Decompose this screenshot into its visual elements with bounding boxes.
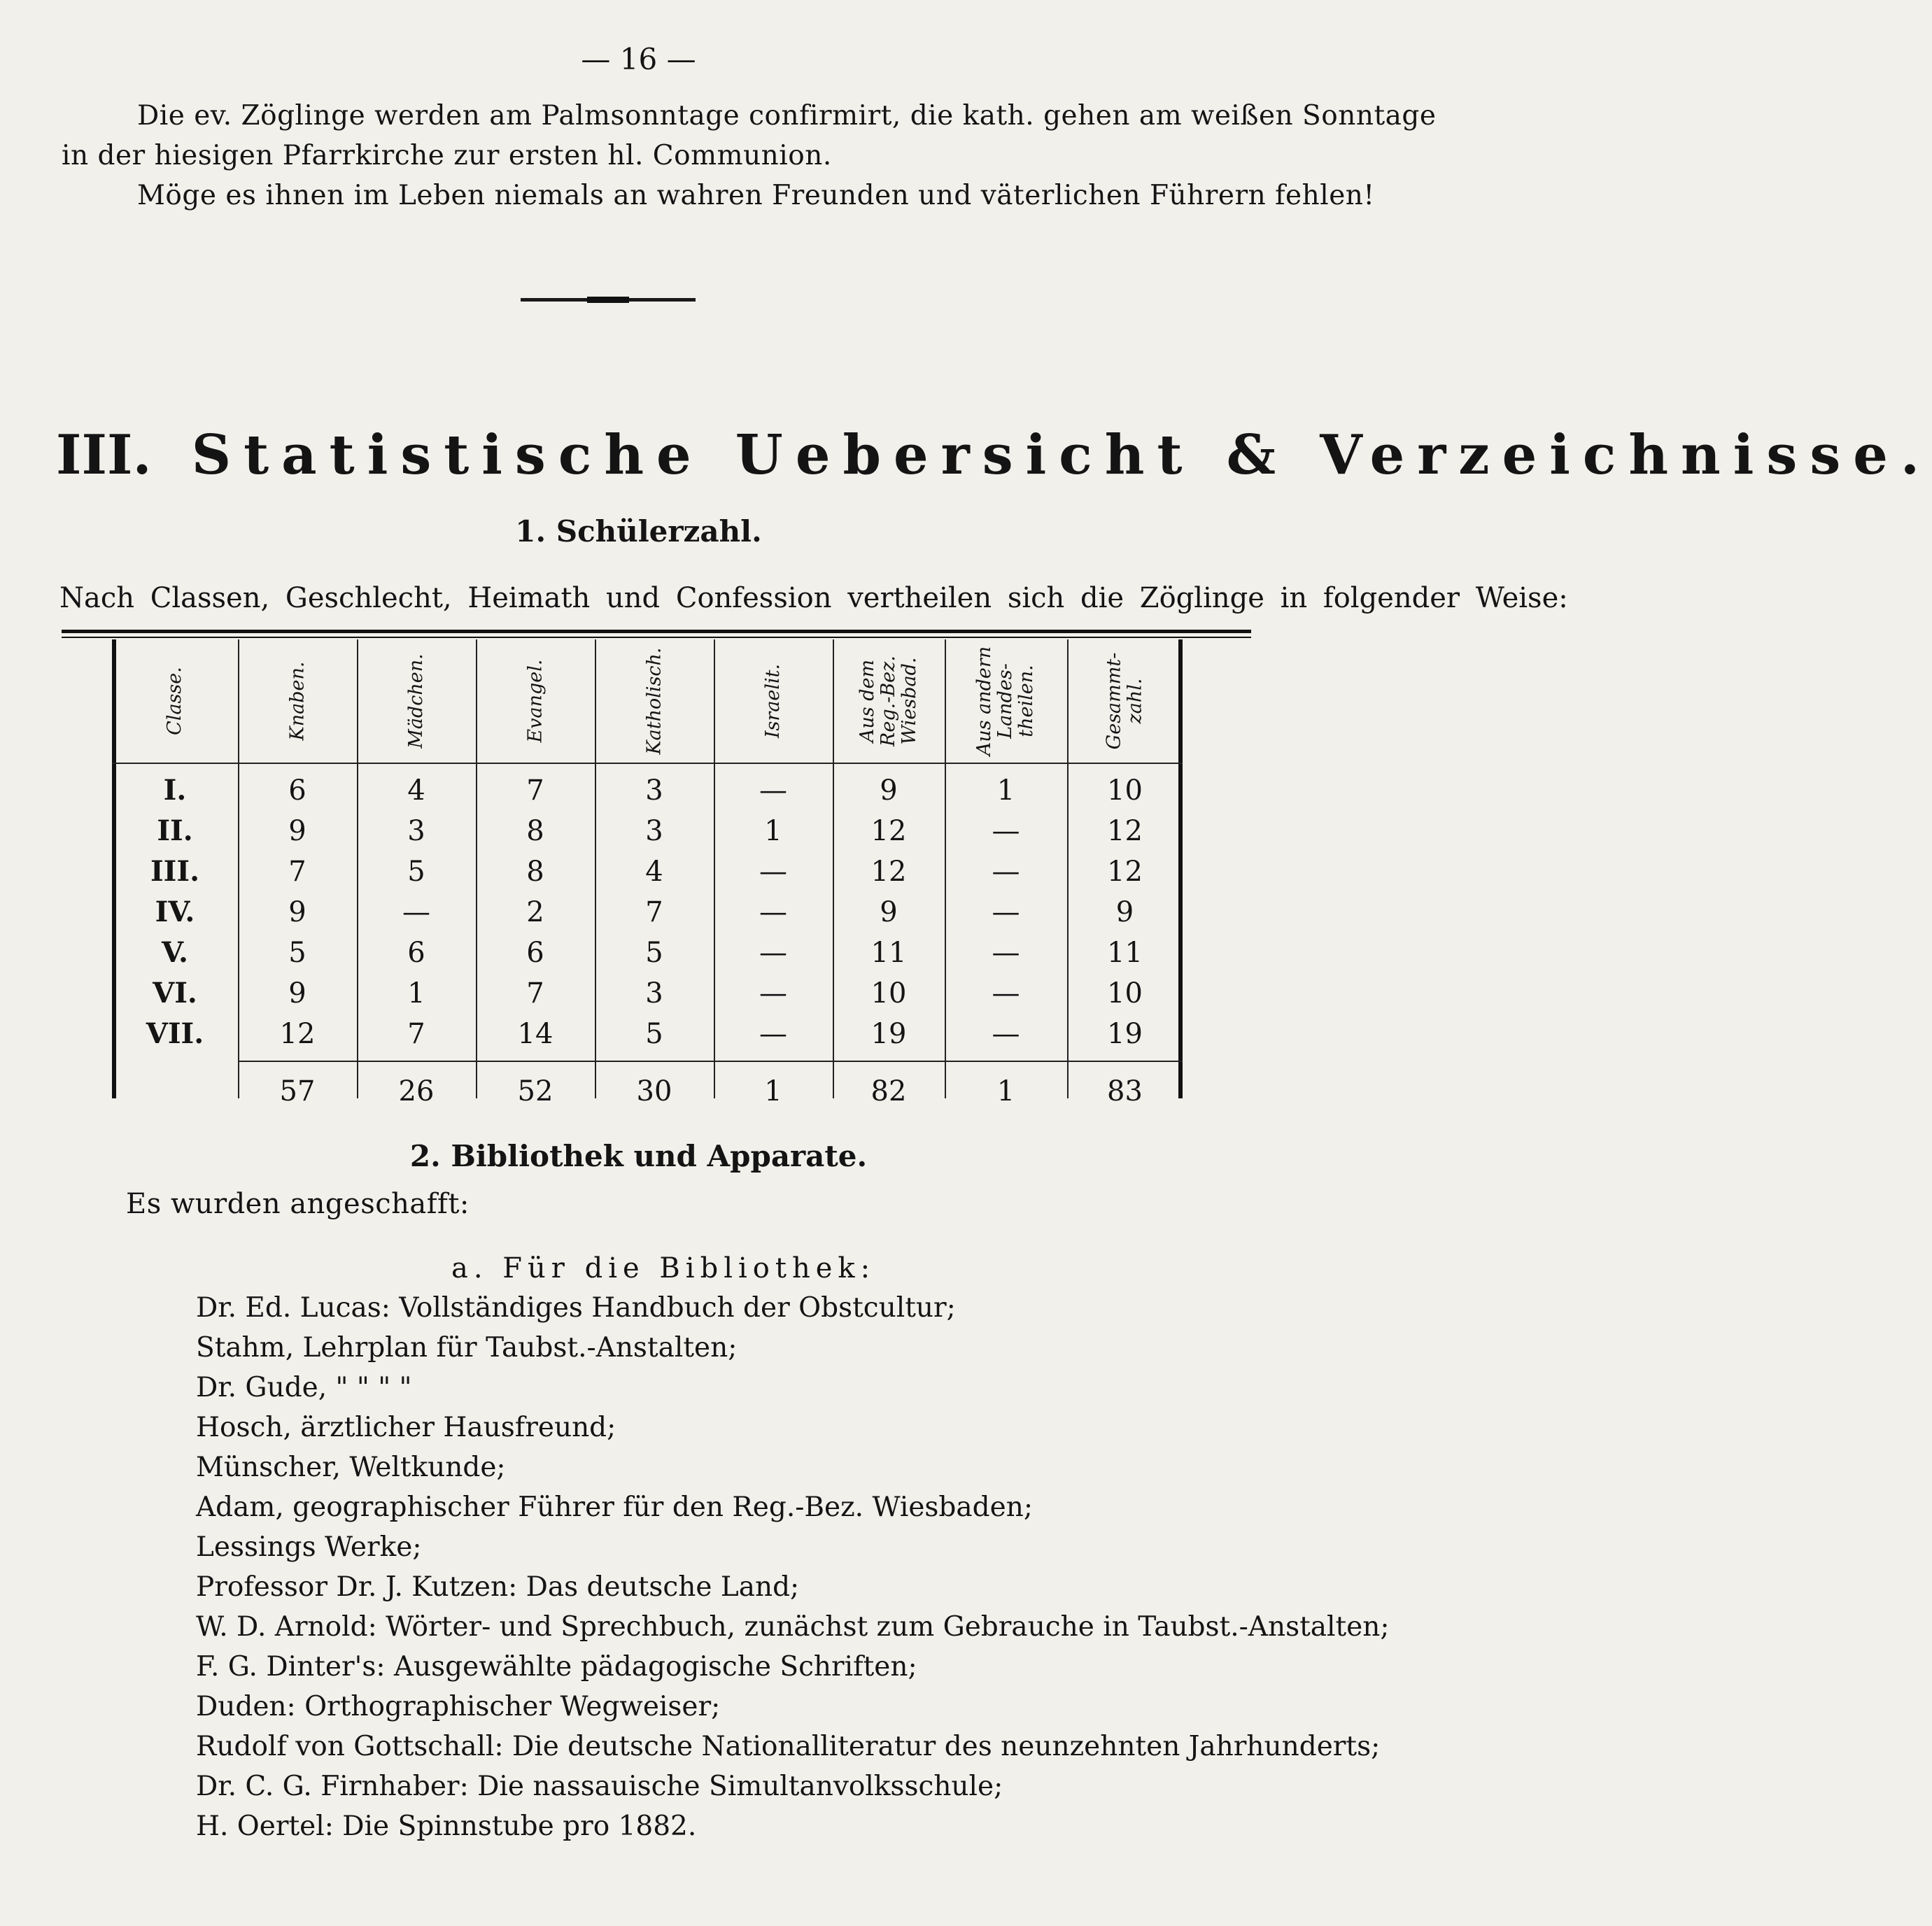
table-cell: 6	[288, 774, 306, 807]
table-class-label: III.	[150, 855, 200, 888]
table-header-label: Classe.	[163, 667, 185, 735]
table-cell: —	[402, 896, 430, 928]
table-cell: 12	[1107, 856, 1143, 888]
library-list-heading: a. Für die Bibliothek:	[451, 1252, 876, 1284]
table-cell: 5	[645, 937, 663, 969]
table-cell: 1	[764, 815, 782, 847]
library-list-item: Professor Dr. J. Kutzen: Das deutsche Land;	[196, 1571, 800, 1603]
table-header-cell	[714, 639, 833, 763]
table-header-cell	[357, 639, 476, 763]
table-header-cell	[945, 639, 1067, 763]
library-list-item: Lessings Werke;	[196, 1531, 422, 1563]
table-class-label: VII.	[146, 1017, 204, 1050]
library-list-item: H. Oertel: Die Spinnstube pro 1882.	[196, 1811, 697, 1842]
table-cell: 5	[407, 856, 425, 888]
table-total-cell: 57	[279, 1075, 316, 1107]
library-list-item: W. D. Arnold: Wörter- und Sprechbuch, zunächst zum Gebrauche in Taubst.-Anstalten;	[196, 1611, 1390, 1643]
table-cell: 3	[407, 815, 425, 847]
table-header-cell	[238, 639, 357, 763]
table-cell: —	[992, 815, 1020, 847]
table-cell: 6	[407, 937, 425, 969]
table-cell: —	[759, 896, 787, 928]
library-list-item: Rudolf von Gottschall: Die deutsche Nationalliteratur des neunzehnten Jahrhunderts;	[196, 1731, 1381, 1762]
table-cell: 7	[288, 856, 306, 888]
table-cell: 5	[288, 937, 306, 969]
library-list-item: Hosch, ärztlicher Hausfreund;	[196, 1412, 616, 1443]
library-list-item: Adam, geographischer Führer für den Reg.-Bez. Wiesbaden;	[196, 1492, 1033, 1523]
table-cell: 12	[870, 815, 907, 847]
table-cell: 7	[645, 896, 663, 928]
paragraph-2: Möge es ihnen im Leben niemals an wahren Freunden und väterlichen Führern fehlen!	[137, 180, 1375, 211]
subsection-2-intro: Es wurden angeschafft:	[126, 1188, 470, 1220]
table-cell: 7	[526, 774, 544, 807]
table-cell: 19	[1107, 1018, 1143, 1050]
page-number: — 16 —	[581, 42, 696, 76]
section-title	[56, 423, 1932, 487]
table-cell: 9	[288, 815, 306, 847]
table-cell: 8	[526, 815, 544, 847]
table-class-label: I.	[163, 774, 187, 807]
table-cell: 14	[517, 1018, 553, 1050]
table-total-cell: 83	[1107, 1075, 1143, 1107]
paragraph-1-line-2: in der hiesigen Pfarrkirche zur ersten hl. Communion.	[62, 140, 832, 171]
table-cell: —	[992, 856, 1020, 888]
table-class-label: II.	[157, 814, 193, 847]
pupil-statistics-table	[112, 639, 1183, 1107]
table-cell: —	[759, 977, 787, 1010]
table-cell: 3	[645, 774, 663, 807]
table-cell: —	[759, 774, 787, 807]
table-cell: 4	[407, 774, 425, 807]
table-class-label: V.	[162, 936, 188, 969]
table-cell: 7	[407, 1018, 425, 1050]
table-cell: 10	[1107, 977, 1143, 1010]
table-total-cell: 1	[764, 1075, 782, 1107]
table-cell: —	[992, 937, 1020, 969]
subsection-1-intro: Nach Classen, Geschlecht, Heimath und Confession vertheilen sich die Zöglinge in folgender Weise:	[59, 582, 1568, 614]
table-header-cell	[595, 639, 714, 763]
table-cell: 9	[1115, 896, 1134, 928]
table-header-label: Mädchen.	[405, 653, 427, 749]
library-list-item: Münscher, Weltkunde;	[196, 1452, 506, 1483]
library-list-item: Dr. Gude, " " " "	[196, 1372, 412, 1403]
table-total-cell: 1	[996, 1075, 1015, 1107]
table-cell: 1	[996, 774, 1015, 807]
subsection-1-heading: 1. Schülerzahl.	[515, 514, 762, 548]
table-cell: 3	[645, 815, 663, 847]
table-top-rule-thin	[62, 637, 1251, 638]
table-cell: 12	[870, 856, 907, 888]
table-cell: 6	[526, 937, 544, 969]
table-cell: —	[992, 1018, 1020, 1050]
table-cell: 11	[870, 937, 907, 969]
table-class-label: VI.	[153, 977, 197, 1010]
table-cell: 4	[645, 856, 663, 888]
table-cell: —	[992, 977, 1020, 1010]
table-cell: —	[992, 896, 1020, 928]
library-list-item: F. G. Dinter's: Ausgewählte pädagogische Schriften;	[196, 1651, 917, 1683]
table-top-rule	[62, 630, 1251, 633]
table-header-label: Katholisch.	[642, 647, 665, 755]
table-cell: 9	[288, 896, 306, 928]
table-cell: 9	[288, 977, 306, 1010]
table-cell: 2	[526, 896, 544, 928]
table-cell: 10	[1107, 774, 1143, 807]
table-header-cell	[833, 639, 945, 763]
table-cell: 7	[526, 977, 544, 1010]
library-list-item: Duden: Orthographischer Wegweiser;	[196, 1691, 721, 1722]
table-cell: 11	[1107, 937, 1143, 969]
section-number: III.	[56, 423, 152, 487]
table-cell: 9	[880, 896, 898, 928]
subsection-2-heading: 2. Bibliothek und Apparate.	[409, 1139, 868, 1173]
table-header-label: Knaben.	[286, 661, 308, 741]
table-header-cell	[476, 639, 595, 763]
table-total-cell: 30	[636, 1075, 672, 1107]
table-cell: 12	[1107, 815, 1143, 847]
table-header-label: Gesammt- zahl.	[1103, 652, 1146, 750]
ornament-rule	[521, 298, 696, 302]
table-cell: 5	[645, 1018, 663, 1050]
table-header-label: Evangel.	[524, 659, 546, 743]
table-cell: 12	[279, 1018, 316, 1050]
library-list-item: Stahm, Lehrplan für Taubst.-Anstalten;	[196, 1332, 738, 1364]
table-header-label: Israelit.	[762, 663, 784, 739]
section-title-text: Statistische Uebersicht & Verzeichnisse.	[191, 423, 1932, 487]
table-cell: —	[759, 856, 787, 888]
table-header-rule	[112, 763, 1183, 764]
table-cell: 1	[407, 977, 425, 1010]
table-cell: 8	[526, 856, 544, 888]
table-class-label: IV.	[155, 895, 195, 928]
table-header-cell	[112, 639, 238, 763]
table-cell: —	[759, 937, 787, 969]
table-cell: 9	[880, 774, 898, 807]
library-list-item: Dr. C. G. Firnhaber: Die nassauische Simultanvolksschule;	[196, 1771, 1003, 1802]
library-list-item: Dr. Ed. Lucas: Vollständiges Handbuch der Obstcultur;	[196, 1292, 956, 1324]
table-total-cell: 82	[870, 1075, 907, 1107]
table-total-cell: 52	[517, 1075, 553, 1107]
paragraph-1-line-1: Die ev. Zöglinge werden am Palmsonntage confirmirt, die kath. gehen am weißen Sonntage	[137, 100, 1437, 132]
table-cell: 19	[870, 1018, 907, 1050]
table-total-cell: 26	[398, 1075, 435, 1107]
table-header-label: Aus dem Reg.-Bez. Wiesbad.	[856, 656, 920, 746]
table-header-cell	[1067, 639, 1183, 763]
table-totals-rule	[238, 1061, 1183, 1062]
table-header-label: Aus andern Landes- theilen.	[973, 646, 1038, 756]
table-cell: 3	[645, 977, 663, 1010]
table-cell: —	[759, 1018, 787, 1050]
table-cell: 10	[870, 977, 907, 1010]
